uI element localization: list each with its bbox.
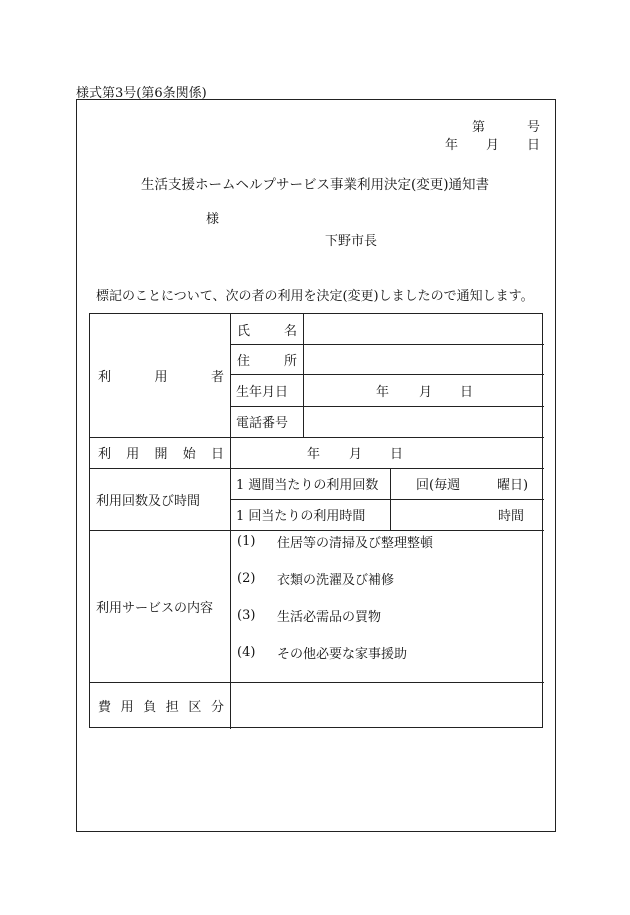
service-item: (2) 衣類の洗濯及び補修 [237, 570, 395, 588]
dob-month: 月 [419, 384, 433, 400]
cost-category-label: 費 用 負 担 区 分 [98, 700, 224, 715]
service-item: (3) 生活必需品の買物 [237, 607, 382, 625]
issuer-name: 下野市長 [325, 234, 378, 249]
name-label: 氏 名 [237, 323, 297, 339]
user-label: 利 用 者 [98, 370, 224, 385]
address-field[interactable] [304, 344, 544, 374]
cost-category-field[interactable] [231, 682, 544, 729]
document-title: 生活支援ホームヘルプサービス事業利用決定(変更)通知書 [140, 177, 490, 193]
per-visit-label: 1 回当たりの利用時間 [236, 509, 366, 524]
service-item: (1) 住居等の清掃及び整理整頓 [237, 533, 434, 551]
weekly-day-unit: 曜日) [497, 478, 529, 493]
name-field[interactable] [304, 314, 544, 344]
phone-label: 電話番号 [236, 416, 289, 431]
date-day: 日 [527, 138, 541, 153]
form-number-label: 様式第3号(第6条関係) [76, 86, 207, 101]
per-visit-unit: 時間 [498, 509, 525, 524]
phone-field[interactable] [304, 406, 544, 437]
weekly-count-label: 1 週間当たりの利用回数 [236, 478, 379, 493]
addressee-suffix: 様 [206, 212, 220, 227]
start-date-label: 利 用 開 始 日 [98, 447, 224, 462]
dob-label: 生年月日 [236, 384, 289, 400]
service-item: (4) その他必要な家事援助 [237, 644, 408, 662]
decision-table [89, 313, 543, 728]
dob-year: 年 [376, 384, 390, 400]
start-month: 月 [349, 447, 363, 462]
intro-text: 標記のことについて、次の者の利用を決定(変更)しましたので通知します。 [96, 289, 534, 304]
address-label: 住 所 [237, 353, 297, 369]
frequency-label: 利用回数及び時間 [96, 493, 201, 509]
service-content-label: 利用サービスの内容 [96, 600, 214, 616]
start-day: 日 [390, 447, 404, 462]
start-year: 年 [307, 447, 321, 462]
weekly-count-unit: 回(毎週 [416, 478, 461, 493]
date-month: 月 [486, 138, 500, 153]
notice-number-prefix: 第 [472, 120, 486, 135]
notice-number-suffix: 号 [527, 120, 541, 135]
date-year: 年 [445, 138, 459, 153]
dob-day: 日 [460, 384, 474, 400]
